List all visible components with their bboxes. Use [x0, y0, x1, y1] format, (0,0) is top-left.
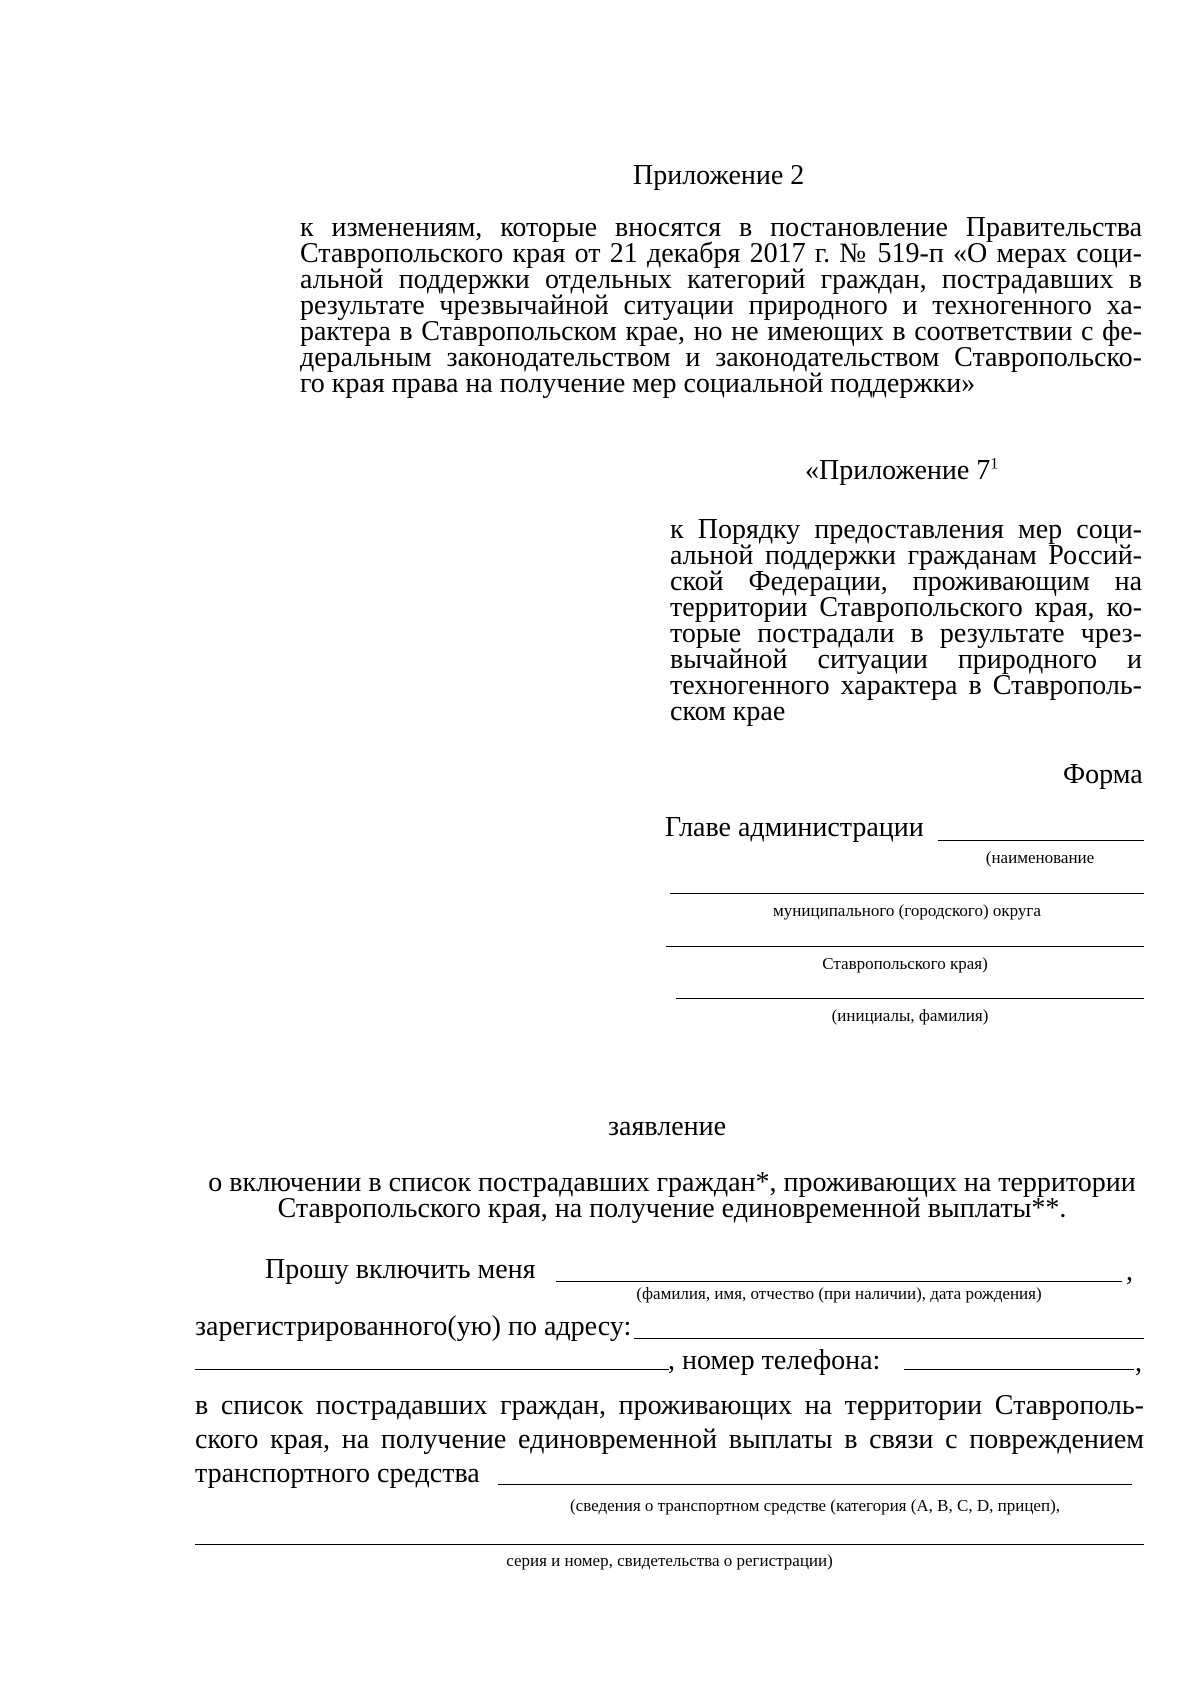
- fio-caption: (фамилия, имя, отчество (при наличии), дата рождения): [636, 1284, 1042, 1303]
- phone-comma: ,: [1135, 1347, 1142, 1378]
- caption-initials: (инициалы, фамилия): [831, 1006, 989, 1025]
- address-field-continued[interactable]: [195, 1369, 669, 1370]
- caption-district: муниципального (городского) округа: [773, 901, 1041, 920]
- address-field[interactable]: [634, 1338, 1144, 1339]
- appendix7-title-main: «Приложение 7: [805, 455, 991, 486]
- district-field[interactable]: [670, 893, 1144, 894]
- caption-naming: (наименование: [985, 848, 1095, 867]
- appendix7-title-sup: 1: [990, 455, 999, 473]
- appendix7-line: торые пострадали в результате чрез-: [670, 618, 1142, 649]
- appendix7-line: альной поддержки гражданам Россий-: [670, 540, 1142, 571]
- address-label: зарегистрированного(ую) по адресу:: [195, 1311, 632, 1342]
- appendix7-line: ском крае: [670, 696, 786, 727]
- addressee-name-field[interactable]: [938, 840, 1144, 841]
- statement-subtitle-line2: Ставропольского края, на получение единовременной выплаты**.: [277, 1193, 1067, 1224]
- addressee-label: Главе администрации: [665, 812, 924, 843]
- vehicle-field-continued[interactable]: [195, 1544, 1144, 1545]
- form-label: Форма: [1063, 759, 1143, 790]
- appendix7-line: ской Федерации, проживающим на: [670, 566, 1142, 597]
- appendix7-line: к Порядку предоставления мер соци-: [670, 514, 1142, 545]
- request-label: Прошу включить меня: [265, 1254, 536, 1285]
- appendix7-title: [805, 455, 999, 486]
- appendix-line: рактера в Ставропольском крае, но не имеющих в соответствии с фе-: [300, 316, 1142, 347]
- region-field[interactable]: [666, 946, 1144, 947]
- appendix7-line: вычайной ситуации природного и: [670, 644, 1142, 675]
- vehicle-label: транспортного средства: [195, 1458, 480, 1489]
- statement-subtitle: [190, 1167, 1154, 1224]
- initials-field[interactable]: [676, 998, 1144, 999]
- appendix-line: альной поддержки отдельных категорий граждан, пострадавших в: [300, 264, 1142, 295]
- fio-field[interactable]: [556, 1281, 1122, 1282]
- statement-subtitle-line1: о включении в список пострадавших граждан*, проживающих на территории: [208, 1167, 1136, 1198]
- statement-body: [195, 1389, 1144, 1457]
- appendix7-line: территории Ставропольского края, ко-: [670, 592, 1142, 623]
- appendix-line: го края права на получение мер социальной поддержки»: [300, 368, 976, 399]
- fio-comma: ,: [1126, 1256, 1133, 1287]
- vehicle-field[interactable]: [498, 1484, 1132, 1485]
- vehicle-caption-continued: серия и номер, свидетельства о регистрации): [506, 1551, 833, 1570]
- appendix-title: Приложение 2: [633, 160, 805, 191]
- appendix-line: деральным законодательством и законодательством Ставропольско-: [300, 342, 1142, 373]
- appendix-text: [300, 212, 1142, 399]
- phone-label: , номер телефона:: [668, 1345, 881, 1376]
- appendix-line: Ставропольского края от 21 декабря 2017 г. № 519-п «О мерах соци-: [300, 238, 1142, 269]
- appendix7-line: техногенного характера в Ставрополь-: [670, 670, 1142, 701]
- phone-field[interactable]: [904, 1369, 1134, 1370]
- statement-body-line: в список пострадавших граждан, проживающих на территории Ставрополь-: [195, 1390, 1144, 1421]
- appendix-line: к изменениям, которые вносятся в постановление Правительства: [300, 212, 1142, 243]
- statement-title: заявление: [608, 1111, 727, 1142]
- appendix7-text: [670, 514, 1142, 727]
- vehicle-caption: (сведения о транспортном средстве (категория (А, В, С, D, прицеп),: [570, 1496, 1060, 1515]
- caption-region: Ставропольского края): [822, 954, 988, 973]
- statement-body-line: ского края, на получение единовременной выплаты в связи с повреждением: [195, 1424, 1144, 1455]
- appendix-line: результате чрезвычайной ситуации природного и техногенного ха-: [300, 290, 1142, 321]
